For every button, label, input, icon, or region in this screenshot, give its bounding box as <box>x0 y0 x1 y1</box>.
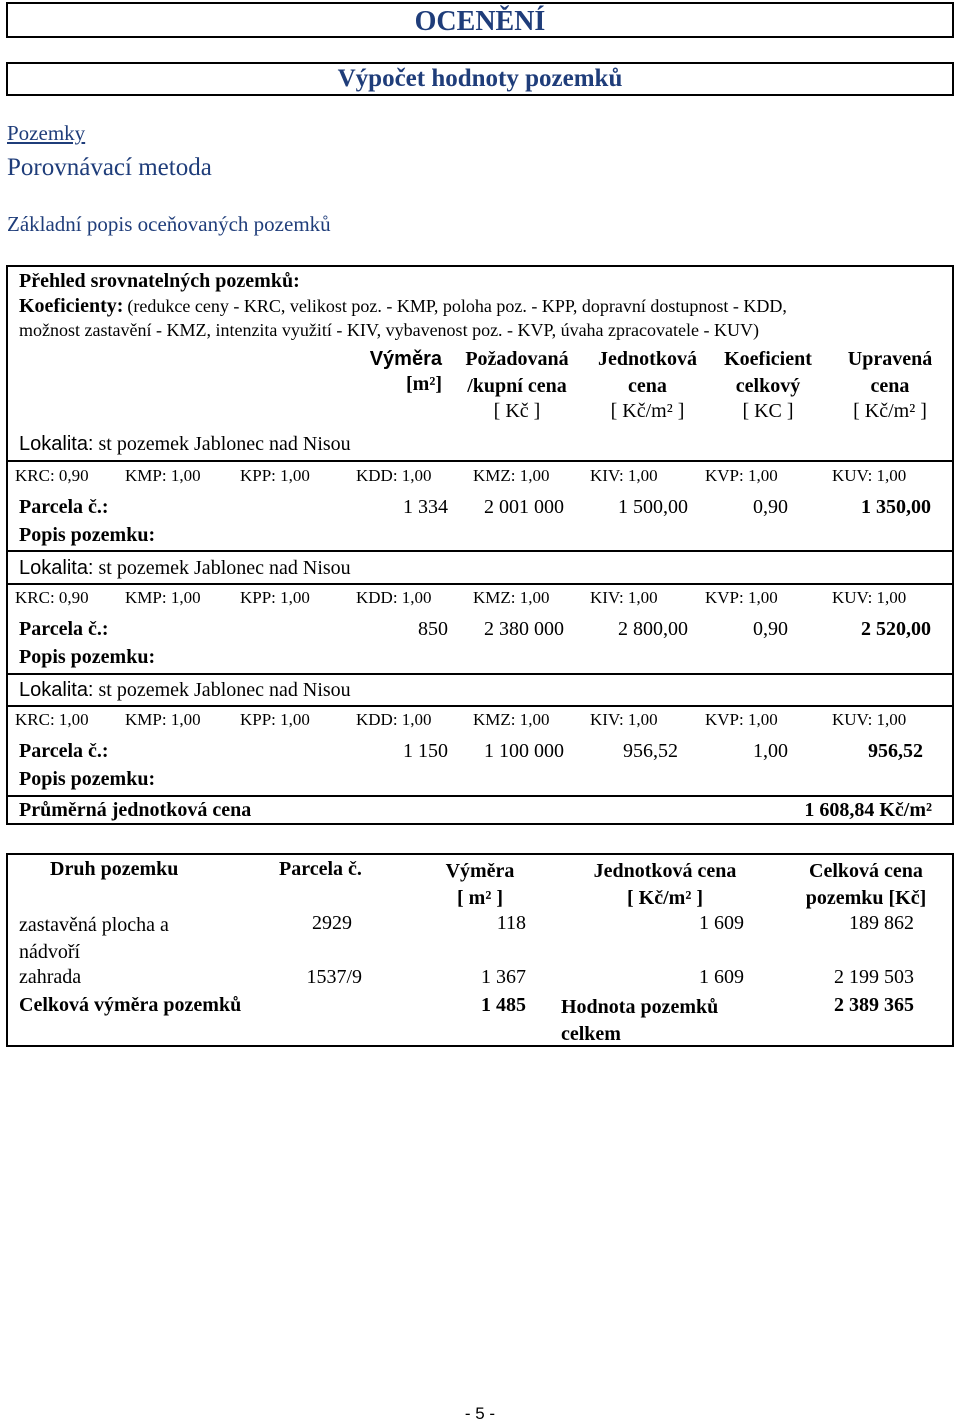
col-jednotkova-header <box>585 346 710 423</box>
coef-kpp: KPP: 1,00 <box>240 588 310 607</box>
coef-kpp: KPP: 1,00 <box>240 710 310 729</box>
page-title: OCENĚNÍ <box>414 6 546 37</box>
comp3-divider <box>8 705 952 707</box>
col-vymera-header <box>350 346 442 396</box>
coef-kmp: KMP: 1,00 <box>125 710 201 729</box>
section-metoda: Porovnávací metoda <box>7 154 212 181</box>
comp2-upravena: 2 520,00 <box>861 618 931 640</box>
comp1-coefs <box>0 466 960 488</box>
sum-row2-jednotkova: 1 609 <box>699 966 744 988</box>
coef-kmz: KMZ: 1,00 <box>473 710 550 729</box>
sum-header-jednotkova-1: Jednotková cena <box>593 860 737 882</box>
coef-kvp: KVP: 1,00 <box>705 710 778 729</box>
coef-kuv: KUV: 1,00 <box>832 710 907 729</box>
comp1-jednotkova: 1 500,00 <box>618 496 688 518</box>
page-number: - 5 - <box>464 1404 496 1423</box>
comp2-lokalita-value: st pozemek Jablonec nad Nisou <box>98 557 351 579</box>
comp1-parcela-label: Parcela č.: <box>19 496 109 518</box>
col-pozadovana-title: Požadovaná <box>465 348 569 370</box>
sum-total-hodnota: 2 389 365 <box>834 994 914 1016</box>
coef-kiv: KIV: 1,00 <box>590 588 658 607</box>
comp1-lokalita-value: st pozemek Jablonec nad Nisou <box>98 433 351 455</box>
coef-kpp: KPP: 1,00 <box>240 466 310 485</box>
comp3-koeficient: 1,00 <box>753 740 788 762</box>
comp3-lokalita-value: st pozemek Jablonec nad Nisou <box>98 679 351 701</box>
subtitle-box <box>6 62 954 96</box>
col-koeficient-header <box>712 346 824 423</box>
comp2-divider <box>8 583 952 585</box>
title-box <box>6 2 954 38</box>
koeficienty-text-2: možnost zastavění - KMZ, intenzita využití - KIV, vybavenost poz. - KVP, úvaha zpracovatele - KUV) <box>19 320 759 340</box>
col-pozadovana-header <box>452 346 582 423</box>
prumerna-value: 1 608,84 Kč/m² <box>804 799 932 821</box>
col-koeficient-title: Koeficient <box>724 348 812 370</box>
comp3-vymera: 1 150 <box>403 740 448 762</box>
koeficienty-line <box>19 295 787 318</box>
sum-row1-parcela: 2929 <box>312 912 352 934</box>
coef-kiv: KIV: 1,00 <box>590 710 658 729</box>
sum-header-vymera-2: [ m² ] <box>457 887 503 909</box>
sum-header-celkova-2: pozemku [Kč] <box>805 887 927 909</box>
comp2-popis-label: Popis pozemku: <box>19 646 156 668</box>
col-upravena-sub: cena <box>870 375 910 397</box>
comp1-lokalita-label: Lokalita: <box>19 433 94 455</box>
sum-header-celkova-1: Celková cena <box>809 860 923 882</box>
sum-row2-druh: zahrada <box>19 966 82 988</box>
coef-kdd: KDD: 1,00 <box>356 466 432 485</box>
sum-row1-celkova: 189 862 <box>849 912 914 934</box>
col-pozadovana-unit: [ Kč ] <box>493 400 541 422</box>
col-koeficient-unit: [ KC ] <box>742 400 794 422</box>
comp3-popis-label: Popis pozemku: <box>19 768 156 790</box>
sum-header-jednotkova <box>565 858 765 912</box>
sum-header-druh: Druh pozemku <box>50 858 179 880</box>
comp2-vymera: 850 <box>418 618 448 640</box>
comp2-lokalita <box>19 557 351 580</box>
coef-kuv: KUV: 1,00 <box>832 466 907 485</box>
col-pozadovana-sub: /kupní cena <box>467 375 567 397</box>
comp3-bottom-divider <box>8 795 952 797</box>
sum-total-vymera: 1 485 <box>481 994 526 1016</box>
comp1-divider <box>8 460 952 462</box>
col-upravena-header <box>832 346 948 423</box>
col-jednotkova-unit: [ Kč/m² ] <box>610 400 685 422</box>
comp3-jednotkova: 956,52 <box>623 740 678 762</box>
section-pozemky: Pozemky <box>7 121 86 145</box>
comp3-parcela-label: Parcela č.: <box>19 740 109 762</box>
coef-kdd: KDD: 1,00 <box>356 710 432 729</box>
comp1-lokalita <box>19 433 351 456</box>
prehled-title: Přehled srovnatelných pozemků: <box>19 270 300 292</box>
section-zakladni: Základní popis oceňovaných pozemků <box>7 212 331 236</box>
col-upravena-title: Upravená <box>847 348 933 370</box>
sum-header-celkova <box>780 858 952 912</box>
koeficienty-text: (redukce ceny - KRC, velikost poz. - KMP, poloha poz. - KPP, dopravní dostupnost - KDD, <box>127 296 787 316</box>
col-vymera-unit: [m²] <box>406 373 442 395</box>
sum-row1-vymera: 118 <box>496 912 526 934</box>
page-subtitle: Výpočet hodnoty pozemků <box>337 65 623 92</box>
comp2-bottom-divider <box>8 673 952 675</box>
comp1-vymera: 1 334 <box>403 496 448 518</box>
sum-header-vymera <box>430 858 530 912</box>
comp3-coefs <box>0 710 960 732</box>
comp2-parcela-label: Parcela č.: <box>19 618 109 640</box>
sum-row2-celkova: 2 199 503 <box>834 966 914 988</box>
comp2-lokalita-label: Lokalita: <box>19 557 94 579</box>
coef-kmz: KMZ: 1,00 <box>473 466 550 485</box>
sum-total-hodnota-label: Hodnota pozemků celkem <box>561 996 719 1045</box>
comp2-coefs <box>0 588 960 610</box>
col-koeficient-sub: celkový <box>735 375 801 397</box>
coef-kmz: KMZ: 1,00 <box>473 588 550 607</box>
coef-krc: KRC: 1,00 <box>15 710 89 729</box>
comp2-cena: 2 380 000 <box>484 618 564 640</box>
coef-kmp: KMP: 1,00 <box>125 588 201 607</box>
comp3-lokalita <box>19 679 351 702</box>
prumerna-label: Průměrná jednotková cena <box>19 799 252 821</box>
comp3-upravena: 956,52 <box>868 740 923 762</box>
coef-kvp: KVP: 1,00 <box>705 588 778 607</box>
sum-total-label: Celková výměra pozemků <box>19 994 242 1016</box>
comp1-popis-label: Popis pozemku: <box>19 524 156 546</box>
coef-krc: KRC: 0,90 <box>15 588 89 607</box>
comp1-bottom-divider <box>8 550 952 552</box>
col-jednotkova-title: Jednotková <box>598 348 697 370</box>
sum-row2-vymera: 1 367 <box>481 966 526 988</box>
sum-header-jednotkova-2: [ Kč/m² ] <box>627 887 703 909</box>
sum-header-vymera-1: Výměra <box>445 860 515 882</box>
coef-kuv: KUV: 1,00 <box>832 588 907 607</box>
col-jednotkova-sub: cena <box>628 375 667 397</box>
coef-krc: KRC: 0,90 <box>15 466 89 485</box>
sum-row2-parcela: 1537/9 <box>306 966 362 988</box>
comp1-cena: 2 001 000 <box>484 496 564 518</box>
sum-header-parcela: Parcela č. <box>279 858 362 880</box>
sum-row1-jednotkova: 1 609 <box>699 912 744 934</box>
comp3-lokalita-label: Lokalita: <box>19 679 94 701</box>
col-upravena-unit: [ Kč/m² ] <box>853 400 927 422</box>
sum-row1-druh: zastavěná plocha a nádvoří <box>19 914 169 963</box>
coef-kdd: KDD: 1,00 <box>356 588 432 607</box>
koeficienty-label: Koeficienty: <box>19 295 124 317</box>
comp1-upravena: 1 350,00 <box>861 496 931 518</box>
col-vymera-title: Výměra <box>369 348 442 370</box>
coef-kiv: KIV: 1,00 <box>590 466 658 485</box>
comp1-koeficient: 0,90 <box>753 496 788 518</box>
coef-kmp: KMP: 1,00 <box>125 466 201 485</box>
comp2-koeficient: 0,90 <box>753 618 788 640</box>
comp3-cena: 1 100 000 <box>484 740 564 762</box>
comp2-jednotkova: 2 800,00 <box>618 618 688 640</box>
coef-kvp: KVP: 1,00 <box>705 466 778 485</box>
